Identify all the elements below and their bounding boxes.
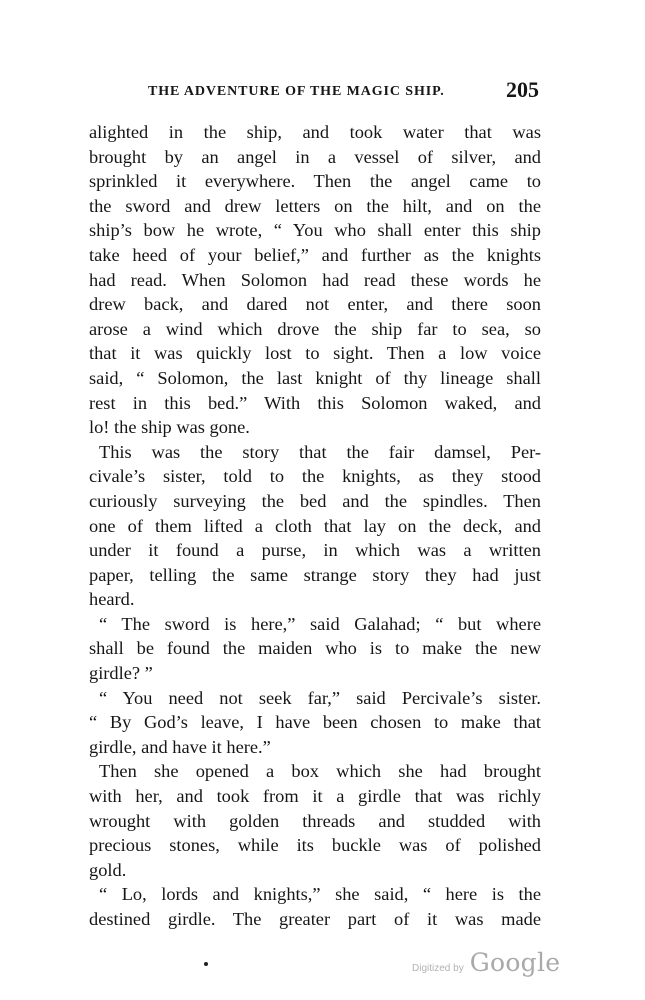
text-line: “ You need not seek far,” said Percivale’s sister. [99, 687, 541, 708]
text-line: Then she opened a box which she had brought [99, 761, 541, 782]
text-line: precious stones, while its buckle was of polished [89, 835, 541, 856]
text-line: drew back, and dared not enter, and there soon [89, 294, 541, 315]
text-line: destined girdle. The greater part of it was made [89, 909, 541, 929]
google-logo: Google [469, 948, 561, 977]
scan-speck [204, 962, 208, 966]
running-title: THE ADVENTURE OF THE MAGIC SHIP. [148, 84, 445, 99]
text-line: one of them lifted a cloth that lay on the deck, and [89, 515, 541, 536]
text-line: shall be found the maiden who is to make the new [89, 638, 541, 659]
text-line: sprinkled it everywhere. Then the angel came to [89, 171, 541, 192]
text-line: rest in this bed.” With this Solomon waked, and [89, 392, 541, 413]
text-line: curiously surveying the bed and the spindles. Then [89, 490, 541, 511]
digitized-by-label: Digitized by [412, 963, 464, 974]
text-line: arose a wind which drove the ship far to sea, so [89, 318, 541, 339]
text-line: lo! the ship was gone. [89, 417, 250, 438]
text-line: that it was quickly lost to sight. Then a low voice [89, 343, 541, 364]
text-line: girdle, and have it here.” [89, 736, 271, 757]
text-line: “ Lo, lords and knights,” she said, “ here is the [99, 884, 541, 905]
text-line: wrought with golden threads and studded with [89, 810, 541, 831]
page-number: 205 [506, 77, 539, 102]
text-line: ship’s bow he wrote, “ You who shall enter this ship [89, 220, 541, 241]
text-line: gold. [89, 859, 127, 880]
text-line: with her, and took from it a girdle that was richly [89, 786, 541, 807]
text-line: paper, telling the same strange story they had just [89, 564, 541, 585]
text-line: take heed of your belief,” and further as the knights [89, 244, 541, 265]
text-line: said, “ Solomon, the last knight of thy lineage shall [89, 367, 541, 388]
text-line: brought by an angel in a vessel of silver, and [89, 146, 541, 167]
text-line: civale’s sister, told to the knights, as they stood [89, 466, 541, 487]
digitized-watermark [412, 948, 562, 984]
running-header [0, 76, 645, 106]
text-line: under it found a purse, in which was a written [89, 540, 541, 561]
text-line: “ The sword is here,” said Galahad; “ but where [99, 613, 541, 634]
body-text [89, 120, 541, 932]
text-line: “ By God’s leave, I have been chosen to make that [89, 712, 541, 733]
text-line: the sword and drew letters on the hilt, and on the [89, 195, 541, 216]
text-line: alighted in the ship, and took water that was [89, 122, 541, 142]
text-line: girdle? ” [89, 663, 153, 684]
text-line: This was the story that the fair damsel, Per- [99, 441, 541, 462]
text-line: had read. When Solomon had read these words he [89, 269, 541, 290]
text-line: heard. [89, 589, 135, 610]
